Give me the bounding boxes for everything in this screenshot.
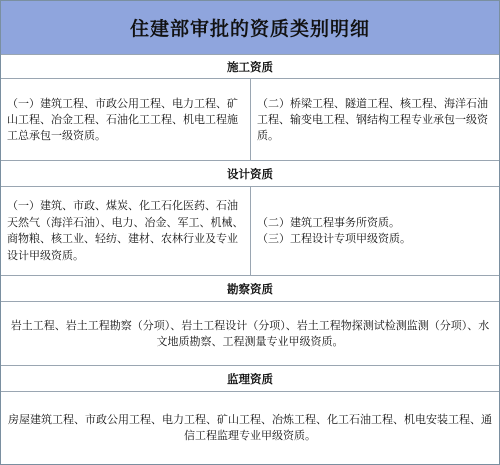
table-title: 住建部审批的资质类别明细	[1, 1, 499, 55]
survey-text: 岩土工程、岩土工程勘察（分项）、岩土工程设计（分项）、岩土工程物探测试检测监测（分项）、水文地质勘察、工程测量专业甲级资质。	[10, 318, 490, 348]
construction-left-text: （一）建筑工程、市政公用工程、电力工程、矿山工程、冶金工程、石油化工工程、机电工程施工总承包一级资质。	[7, 96, 238, 142]
section-body-design	[1, 187, 499, 276]
construction-left-cell	[1, 79, 250, 160]
section-header-survey: 勘察资质	[1, 276, 499, 302]
section-header-construction: 施工资质	[1, 55, 499, 79]
design-left-cell	[1, 187, 250, 275]
section-header-supervision: 监理资质	[1, 366, 499, 392]
construction-right-text: （二）桥梁工程、隧道工程、核工程、海洋石油工程、输变电工程、钢结构工程专业承包一级资质。	[257, 96, 488, 142]
section-body-supervision	[1, 392, 499, 464]
section-body-construction	[1, 79, 499, 161]
supervision-cell	[1, 392, 499, 464]
design-right-text: （二）建筑工程事务所资质。 （三）工程设计专项甲级资质。	[257, 216, 411, 245]
design-left-text: （一）建筑、市政、煤炭、化工石化医药、石油天然气（海洋石油）、电力、冶金、军工、机械、商物粮、核工业、轻纺、建材、农林行业及专业设计甲级资质。	[7, 199, 244, 262]
survey-cell	[1, 302, 499, 365]
construction-right-cell	[250, 79, 499, 160]
section-body-survey	[1, 302, 499, 366]
section-header-design: 设计资质	[1, 161, 499, 187]
design-right-cell	[250, 187, 499, 275]
supervision-text: 房屋建筑工程、市政公用工程、电力工程、矿山工程、冶炼工程、化工石油工程、机电安装工程、通信工程监理专业甲级资质。	[8, 413, 492, 442]
